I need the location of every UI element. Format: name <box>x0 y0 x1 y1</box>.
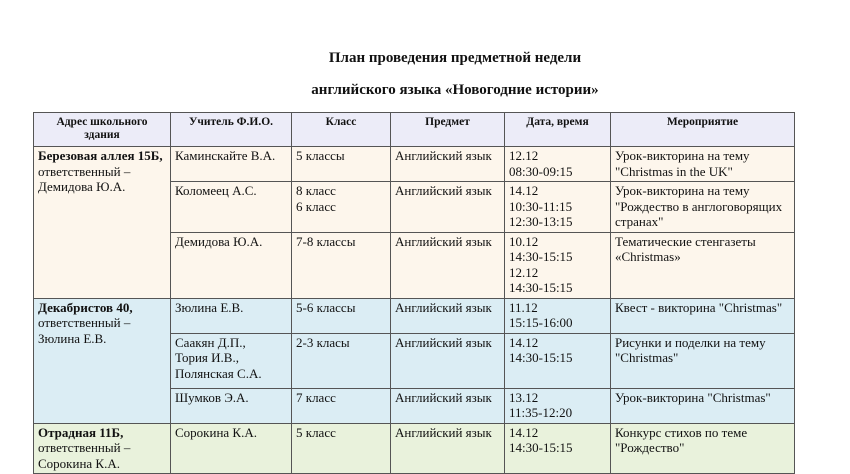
class-cell: 5 классы <box>292 147 391 182</box>
address-responsible: ответственный – Зюлина Е.В. <box>38 315 131 346</box>
address-cell <box>34 298 171 423</box>
date-cell: 14.12 14:30-15:15 <box>505 423 611 474</box>
event-cell: Конкурс стихов по теме "Рождество" <box>611 423 795 474</box>
teacher-cell: Саакян Д.П., Тория И.В., Полянская С.А. <box>171 333 292 388</box>
subject-cell: Английский язык <box>391 423 505 474</box>
address-name: Березовая аллея 15Б, <box>38 148 163 163</box>
address-name: Отрадная 11Б, <box>38 424 124 440</box>
subject-cell: Английский язык <box>391 182 505 233</box>
subject-cell: Английский язык <box>391 147 505 182</box>
teacher-cell: Каминскайте В.А. <box>171 147 292 182</box>
teacher-cell: Зюлина Е.В. <box>171 298 292 333</box>
header-date: Дата, время <box>505 113 611 147</box>
address-cell <box>34 147 171 299</box>
header-teacher: Учитель Ф.И.О. <box>171 113 292 147</box>
address-responsible: ответственный – Демидова Ю.А. <box>38 163 131 194</box>
event-cell: Урок-викторина на тему "Рождество в англоговорящих странах" <box>611 182 795 233</box>
class-cell: 7 класс <box>292 388 391 423</box>
address-name: Декабристов 40, <box>38 299 133 315</box>
header-class: Класс <box>292 113 391 147</box>
subject-cell: Английский язык <box>391 388 505 423</box>
date-cell: 11.12 15:15-16:00 <box>505 298 611 333</box>
doc-title-line1: План проведения предметной недели <box>328 50 582 66</box>
plan-table <box>33 112 795 474</box>
address-responsible: ответственный – Сорокина К.А. <box>38 440 131 471</box>
header-address: Адрес школьного здания <box>34 113 171 147</box>
table-row <box>34 298 795 333</box>
header-row <box>34 113 795 147</box>
class-cell: 2-3 класы <box>292 333 391 388</box>
event-cell: Тематические стенгазеты «Christmas» <box>611 232 795 298</box>
class-cell: 5-6 классы <box>292 298 391 333</box>
table-row <box>34 423 795 474</box>
doc-title-line2: английского языка «Новогодние истории» <box>311 82 599 98</box>
date-cell: 14.12 10:30-11:15 12:30-13:15 <box>505 182 611 233</box>
class-cell: 7-8 классы <box>292 232 391 298</box>
event-cell: Рисунки и поделки на тему "Christmas" <box>611 333 795 388</box>
subject-cell: Английский язык <box>391 333 505 388</box>
date-cell: 10.12 14:30-15:15 12.12 14:30-15:15 <box>505 232 611 298</box>
teacher-cell: Сорокина К.А. <box>171 423 292 474</box>
subject-cell: Английский язык <box>391 232 505 298</box>
header-event: Мероприятие <box>611 113 795 147</box>
teacher-cell: Коломеец А.С. <box>171 182 292 233</box>
event-cell: Квест - викторина "Christmas" <box>611 298 795 333</box>
teacher-cell: Шумков Э.А. <box>171 388 292 423</box>
class-cell: 8 класс 6 класс <box>292 182 391 233</box>
event-cell: Урок-викторина "Christmas" <box>611 388 795 423</box>
header-subject: Предмет <box>391 113 505 147</box>
teacher-cell: Демидова Ю.А. <box>171 232 292 298</box>
address-cell <box>34 423 171 474</box>
date-cell: 13.12 11:35-12:20 <box>505 388 611 423</box>
table-row <box>34 147 795 182</box>
date-cell: 14.12 14:30-15:15 <box>505 333 611 388</box>
class-cell: 5 класс <box>292 423 391 474</box>
subject-cell: Английский язык <box>391 298 505 333</box>
date-cell: 12.12 08:30-09:15 <box>505 147 611 182</box>
event-cell: Урок-викторина на тему "Christmas in the UK" <box>611 147 795 182</box>
